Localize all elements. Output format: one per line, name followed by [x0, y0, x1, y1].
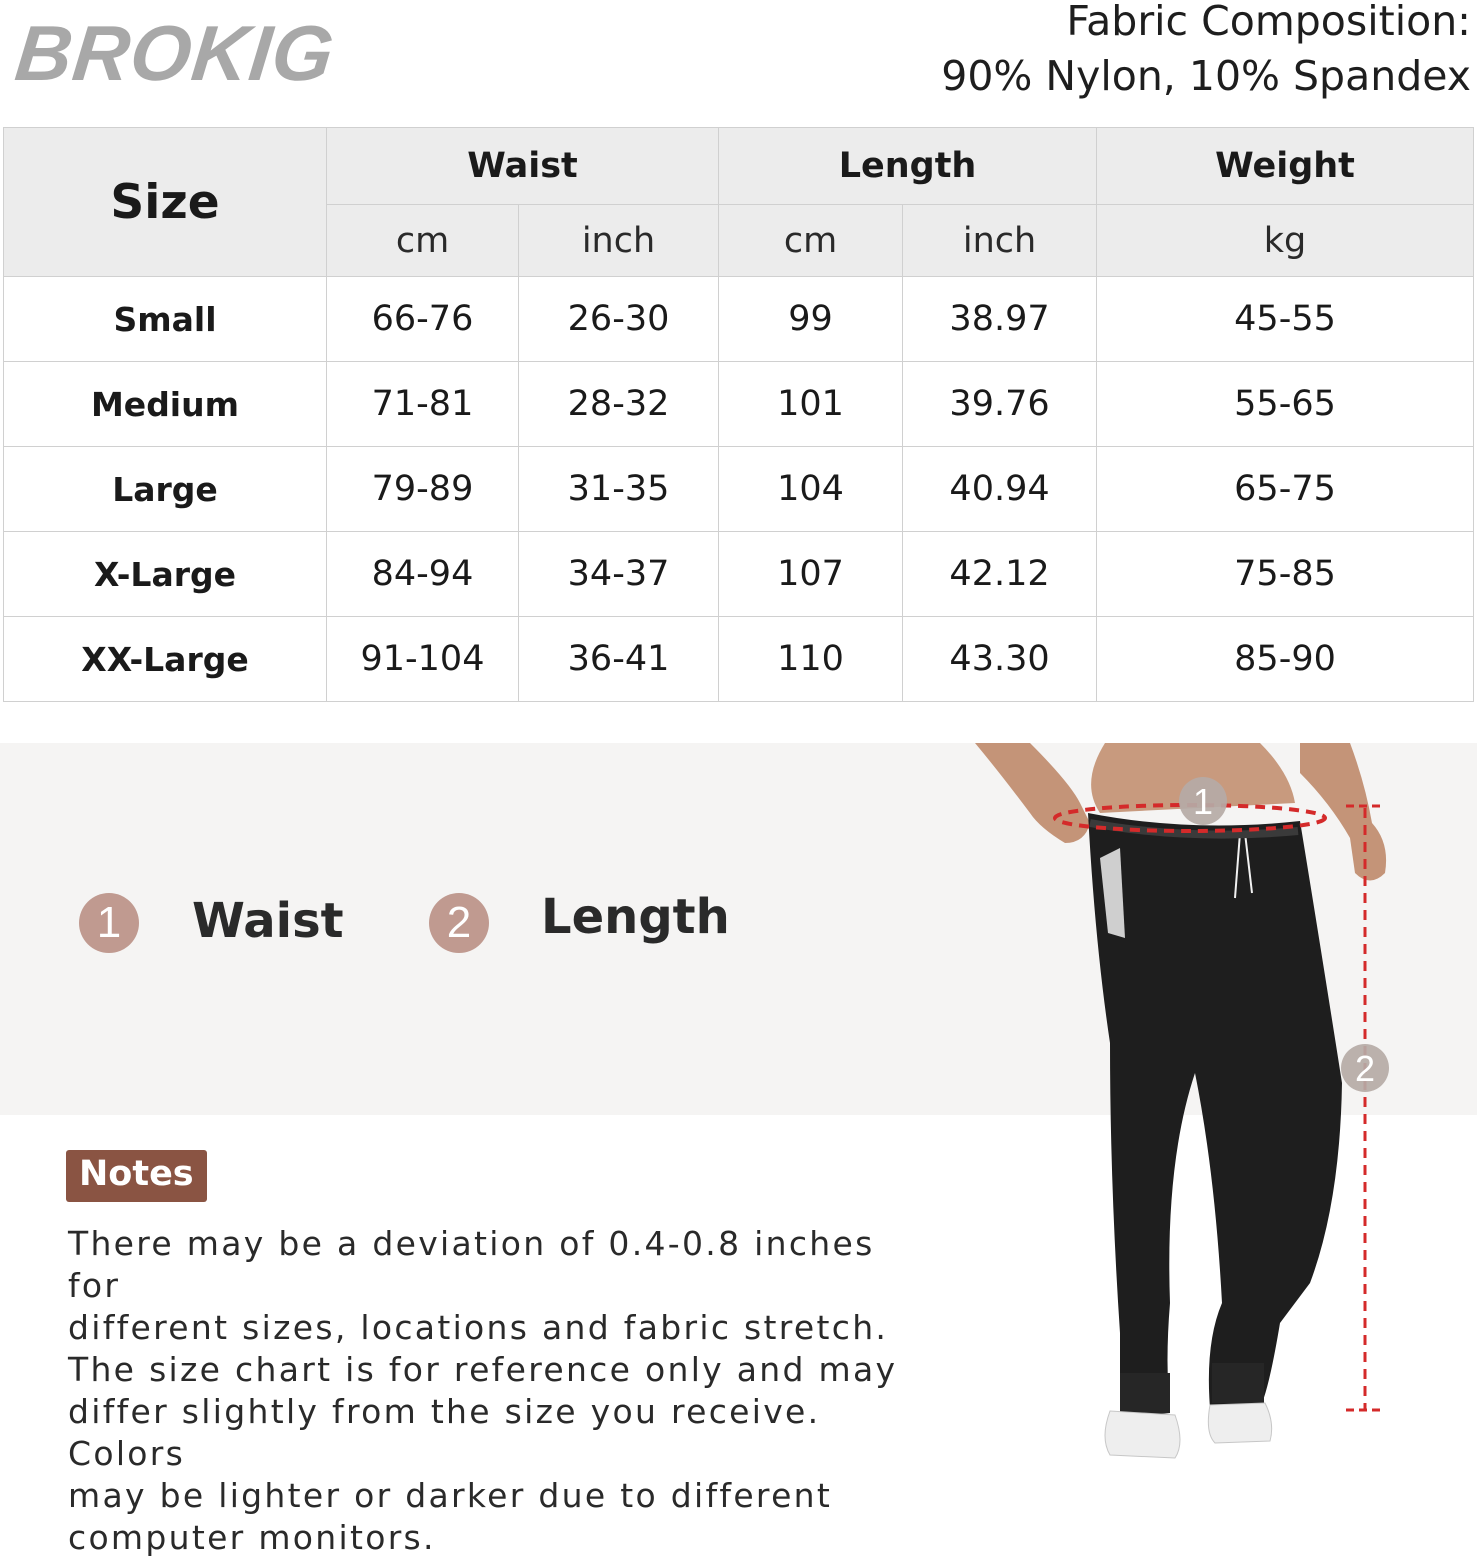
notes-line: There may be a deviation of 0.4-0.8 inches for — [68, 1224, 875, 1305]
notes-line: different sizes, locations and fabric stretch. — [68, 1308, 889, 1347]
weight-cell: 75-85 — [1097, 532, 1474, 617]
notes-tag: Notes — [66, 1150, 207, 1202]
table-row — [4, 362, 1474, 447]
table-row — [4, 532, 1474, 617]
size-name: Medium — [4, 362, 327, 447]
table-row — [4, 447, 1474, 532]
size-name: XX-Large — [4, 617, 327, 702]
length-inch-cell: 40.94 — [903, 447, 1097, 532]
weight-cell: 65-75 — [1097, 447, 1474, 532]
length-cm-cell: 110 — [719, 617, 903, 702]
weight-column-header: Weight — [1097, 128, 1474, 205]
table-row — [4, 277, 1474, 362]
length-inch-cell: 43.30 — [903, 617, 1097, 702]
waist-cm-unit: cm — [327, 205, 519, 277]
joggers — [1088, 813, 1342, 1418]
notes-text — [68, 1223, 928, 1559]
length-inch-cell: 39.76 — [903, 362, 1097, 447]
waist-cm-cell: 66-76 — [327, 277, 519, 362]
waist-cm-cell: 71-81 — [327, 362, 519, 447]
length-inch-cell: 42.12 — [903, 532, 1097, 617]
model-wearing-joggers-image — [960, 743, 1477, 1500]
fabric-composition — [941, 0, 1471, 104]
length-cm-cell: 99 — [719, 277, 903, 362]
model-left-arm — [975, 743, 1090, 843]
waist-inch-cell: 28-32 — [519, 362, 719, 447]
notes-line: differ slightly from the size you receive. Colors — [68, 1392, 821, 1473]
table-row — [4, 617, 1474, 702]
waist-inch-cell: 34-37 — [519, 532, 719, 617]
brand-logo: BROKIG — [11, 9, 339, 97]
waist-inch-cell: 26-30 — [519, 277, 719, 362]
notes-line: The size chart is for reference only and may — [68, 1350, 898, 1389]
waist-cm-cell: 84-94 — [327, 532, 519, 617]
waist-label: Waist — [192, 893, 344, 949]
size-name: Large — [4, 447, 327, 532]
length-number-badge: 2 — [429, 893, 489, 953]
right-cuff — [1212, 1363, 1264, 1403]
waist-inch-cell: 31-35 — [519, 447, 719, 532]
weight-cell: 85-90 — [1097, 617, 1474, 702]
length-cm-cell: 104 — [719, 447, 903, 532]
left-shoe — [1105, 1411, 1180, 1458]
left-cuff — [1120, 1373, 1170, 1413]
waist-cm-cell: 91-104 — [327, 617, 519, 702]
length-inch-unit: inch — [903, 205, 1097, 277]
waist-cm-cell: 79-89 — [327, 447, 519, 532]
waist-inch-cell: 36-41 — [519, 617, 719, 702]
weight-cell: 45-55 — [1097, 277, 1474, 362]
notes-line: computer monitors. — [68, 1518, 436, 1557]
weight-cell: 55-65 — [1097, 362, 1474, 447]
fabric-title: Fabric Composition: — [1066, 0, 1471, 45]
waist-marker-number: 1 — [1192, 781, 1214, 822]
waist-column-header: Waist — [327, 128, 719, 205]
right-shoe — [1208, 1403, 1271, 1443]
size-name: Small — [4, 277, 327, 362]
size-chart-table — [3, 127, 1474, 702]
fabric-value: 90% Nylon, 10% Spandex — [941, 52, 1471, 100]
size-column-header: Size — [4, 128, 327, 277]
length-cm-unit: cm — [719, 205, 903, 277]
length-cm-cell: 107 — [719, 532, 903, 617]
weight-kg-unit: kg — [1097, 205, 1474, 277]
length-marker-number: 2 — [1354, 1048, 1376, 1089]
length-label: Length — [541, 889, 730, 945]
size-name: X-Large — [4, 532, 327, 617]
notes-line: may be lighter or darker due to different — [68, 1476, 833, 1515]
waist-number-badge: 1 — [79, 893, 139, 953]
length-cm-cell: 101 — [719, 362, 903, 447]
waist-inch-unit: inch — [519, 205, 719, 277]
length-inch-cell: 38.97 — [903, 277, 1097, 362]
length-column-header: Length — [719, 128, 1097, 205]
